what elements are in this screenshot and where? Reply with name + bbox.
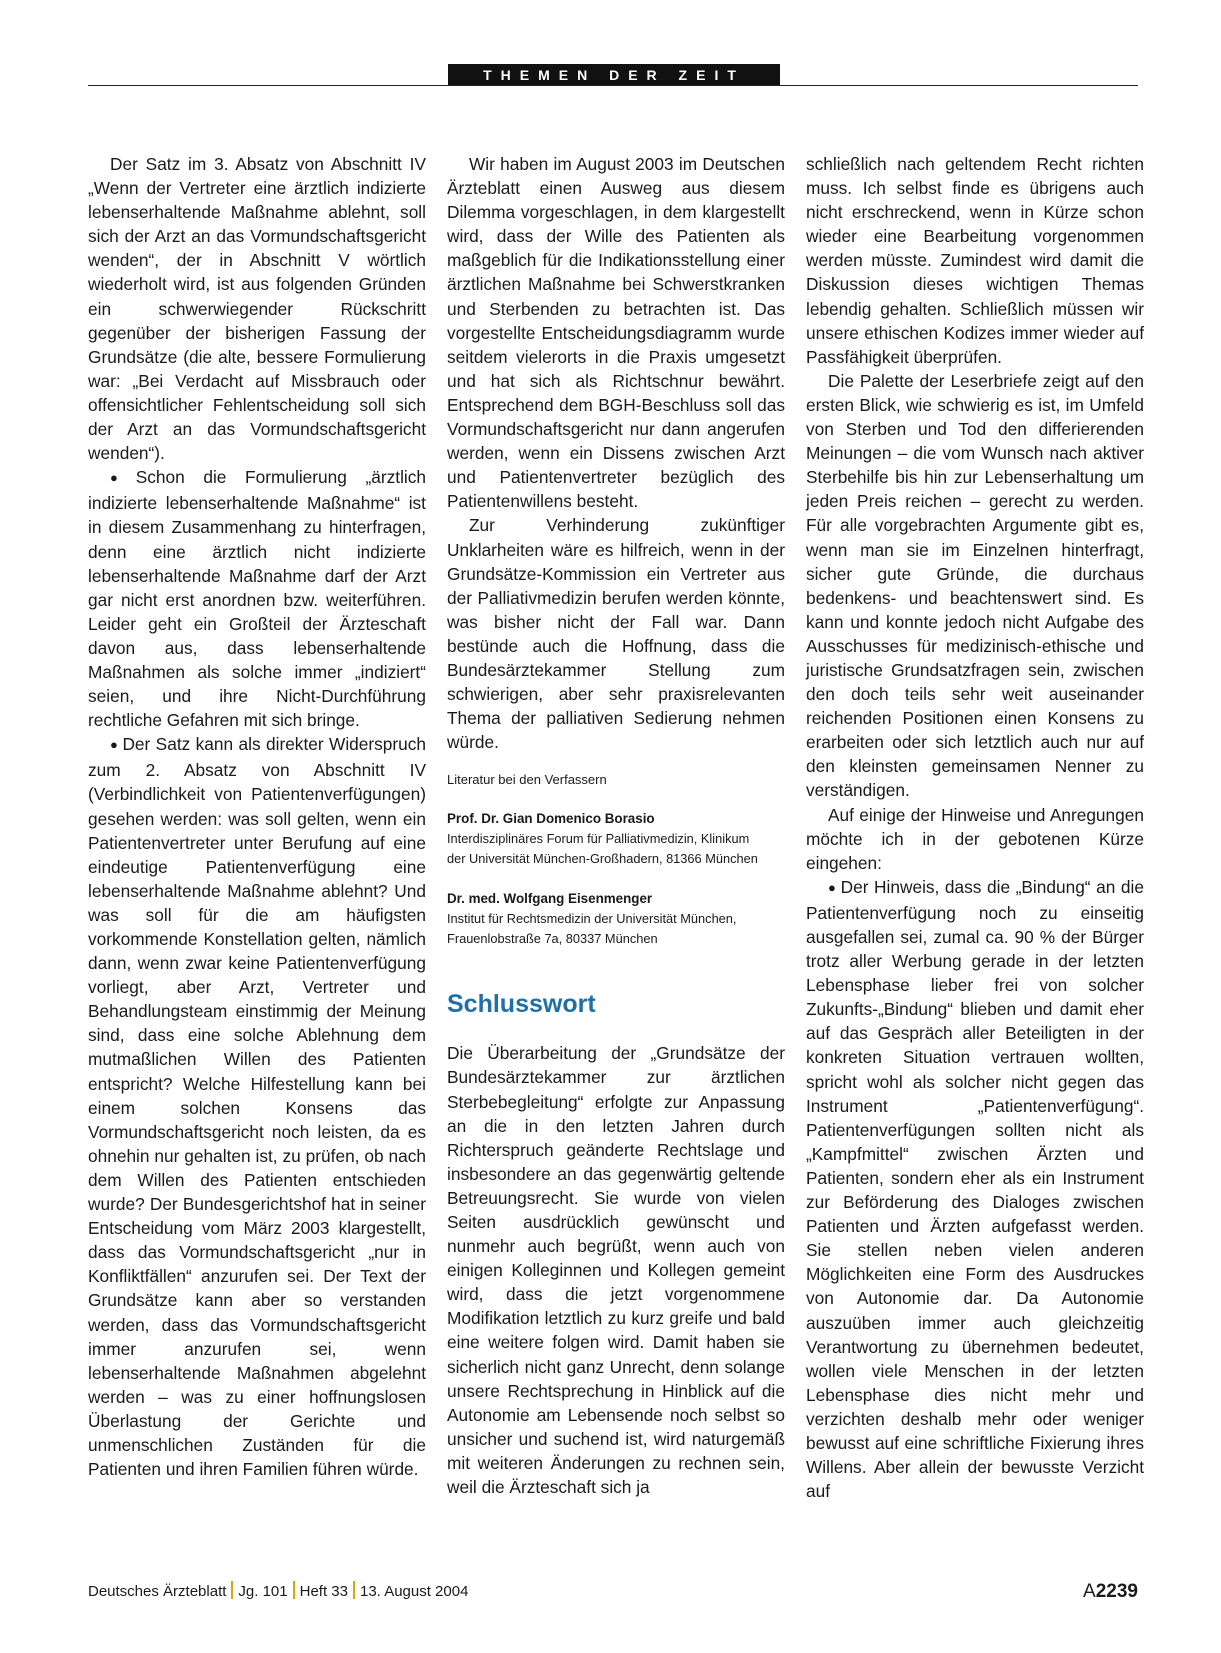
paragraph: Auf einige der Hinweise und Anregungen möchte ich in der gebotenen Kürze eingehen: xyxy=(806,804,1144,873)
paragraph: Zur Verhinderung zukünftiger Unklarheiten wäre es hilfreich, wenn in der Grundsätze-Kommission ein Vertreter aus der Palliativmedizin berufen werden könnte, was bisher nicht der Fall war. Dann bestünde auch die Hoffnung, dass die Bundesärztekammer Stellung zum schwierigen, aber sehr praxisrelevanten Thema der palliativen Sedierung nehmen würde. xyxy=(447,515,785,753)
issue: Heft 33 xyxy=(299,1583,348,1600)
divider xyxy=(353,1581,355,1599)
paragraph: Der Satz im 3. Absatz von Abschnitt IV „Wenn der Vertreter eine ärztlich indizierte lebenserhaltende Maßnahme ablehnt, soll sich der Arzt an das Vormundschaftsgericht wenden“, der in Abschnitt V wörtlich wiederholt wird, ist aus folgenden Gründen ein schwerwiegender Rückschritt gegenüber der bisherigen Fassung der Grundsätze (die alte, bessere Formulierung war: „Bei Verdacht auf Missbrauch oder offensichtlicher Fehlentscheidung soll sich der Arzt an das Vormundschaftsgericht wenden“). xyxy=(88,154,426,464)
journal-name: Deutsches Ärzteblatt xyxy=(88,1583,227,1600)
bullet-paragraph: ● Der Satz kann als direkter Widerspruch zum 2. Absatz von Abschnitt IV (Verbindlichkeit von Patientenverfügungen) gesehen werden: was soll gelten, wenn ein Patientenvertreter unter Berufung auf eine eindeutige Patientenverfügung eine lebenserhaltende Maßnahme ablehnt? Und was soll für die am häufigsten vorkommende Konstellation gelten, nämlich dann, wenn zwar keine Patientenverfügung vorliegt, aber Arzt, Vertreter und Behandlungsteam einstimmig der Meinung sind, dass eine solche Ablehnung dem mutmaßlichen Willen des Patienten entspricht? Welche Hilfestellung kann bei einem solchen Konsens das Vormundschaftsgericht noch leisten, da es ohnehin nur gehalten ist, zu prüfen, ob nach dem Willen des Patienten entschieden wurde? Der Bundesgerichtshof hat in seiner Entscheidung vom März 2003 klargestellt, dass das Vormundschaftsgericht „nur in Konfliktfällen“ anzurufen sei. Der Text der Grundsätze kann aber so verstanden werden, dass das Vormundschaftsgericht immer anzurufen sei, wenn lebenserhaltende Maßnahmen abgelehnt werden – was zu einer hoffnungslosen Überlastung der Gerichte und unmenschlichen Zuständen für die Patienten und ihren Familien führen würde. xyxy=(88,732,426,1481)
author-name: Prof. Dr. Gian Domenico Borasio xyxy=(447,811,655,827)
page-number-value: 2239 xyxy=(1095,1581,1138,1602)
author-affiliation: Interdisziplinäres Forum für Palliativmedizin, Klinikum xyxy=(447,831,750,847)
page-prefix: A xyxy=(1083,1581,1096,1602)
volume: Jg. 101 xyxy=(238,1583,288,1600)
paragraph: Die Überarbeitung der „Grundsätze der Bundesärztekammer zur ärztlichen Sterbebegleitung“ erfolgte zur Anpassung an die in den letzten Jahren durch Richterspruch geänderte Rechtslage und insbesondere an das gegenwärtig geltende Betreuungsrecht. Sie wurde von vielen Seiten ausdrücklich gewünscht und nunmehr auch begrüßt, wenn auch von einigen Kolleginnen und Kollegen gemeint wird, dass die jetzt vorgenommene Modifikation letztlich zu kurz greife und bald eine weitere folgen wird. Damit haben sie sicherlich nicht ganz Unrecht, denn solange unsere Rechtsprechung in Hinblick auf die Autonomie am Lebensende noch selbst so unsicher und suchend ist, wird naturgemäß mit weiteren Änderungen zu rechnen sein, weil die Ärzteschaft sich ja xyxy=(447,1043,785,1498)
author-affiliation: der Universität München-Großhadern, 81366 München xyxy=(447,851,758,867)
author-name: Dr. med. Wolfgang Eisenmenger xyxy=(447,891,653,907)
section-heading: Schlusswort xyxy=(447,990,596,1019)
divider xyxy=(231,1581,233,1599)
paragraph: schließlich nach geltendem Recht richten muss. Ich selbst finde es übrigens auch nicht erschreckend, wenn in Kürze schon wieder eine Bearbeitung vorgenommen werden müsste. Zumindest wird damit die Diskussion dieses wichtigen Themas lebendig gehalten. Schließlich müssen wir unsere ethischen Kodizes immer wieder auf Passfähigkeit überprüfen. xyxy=(806,154,1144,367)
divider xyxy=(293,1581,295,1599)
column-1 xyxy=(88,152,426,1481)
author-affiliation: Institut für Rechtsmedizin der Universität München, xyxy=(447,911,737,927)
page-footer xyxy=(88,1579,1138,1605)
page-number xyxy=(1083,1579,1138,1605)
column-3 xyxy=(806,152,1144,1503)
issue-date: 13. August 2004 xyxy=(360,1583,469,1600)
author-block-1 xyxy=(447,809,785,869)
bullet-paragraph: ● Schon die Formulierung „ärztlich indizierte lebenserhaltende Maßnahme“ ist in diesem Zusammenhang zu hinterfragen, denn eine ärztlich nicht indizierte lebenserhaltende Maßnahme darf der Arzt gar nicht erst anordnen bzw. weiterführen. Leider geht ein Großteil der Ärzteschaft davon aus, dass lebenserhaltende Maßnahmen als solche immer „indiziert“ seien, und ihre Nicht-Durchführung rechtliche Gefahren mit sich bringe. xyxy=(88,465,426,732)
paragraph: Wir haben im August 2003 im Deutschen Ärzteblatt einen Ausweg aus diesem Dilemma vorgeschlagen, in dem klargestellt wird, dass der Wille des Patienten als maßgeblich für die Indikationsstellung einer ärztlichen Maßnahme bei Schwerstkranken und Sterbenden zu betrachten ist. Das vorgestellte Entscheidungsdiagramm wurde seitdem vielerorts in die Praxis umgesetzt und hat sich als Richtschnur bewährt. Entsprechend dem BGH-Beschluss soll das Vormundschaftsgericht nur dann angerufen werden, wenn ein Dissens zwischen Arzt und Patientenvertreter bezüglich des Patientenwillens besteht. xyxy=(447,154,785,512)
column-2 xyxy=(447,152,785,1499)
paragraph: Die Palette der Leserbriefe zeigt auf den ersten Blick, wie schwierig es ist, im Umfeld von Sterben und Tod den differierenden Meinungen – die vom Wunsch nach aktiver Sterbehilfe bis hin zur Lebenserhaltung um jeden Preis reichen – gerecht zu werden. Für alle vorgebrachten Argumente gibt es, wenn man sie im Einzelnen hinterfragt, sicher gute Gründe, die durchaus bedenkens- und beachtenswert sind. Es kann und konnte jedoch nicht Aufgabe des Ausschusses für medizinisch-ethische und juristische Grundsatzfragen sein, zwischen den doch teils sehr weit auseinander reichenden Positionen einen Konsens zu erarbeiten oder sich letztlich auch nur auf den kleinsten gemeinsamen Nenner zu verständigen. xyxy=(806,370,1144,801)
author-affiliation: Frauenlobstraße 7a, 80337 München xyxy=(447,931,658,947)
literature-note: Literatur bei den Verfassern xyxy=(447,772,607,788)
header-rule xyxy=(88,85,1138,86)
author-block-2 xyxy=(447,889,785,949)
section-header: THEMEN DER ZEIT xyxy=(448,64,780,86)
bullet-paragraph: ● Der Hinweis, dass die „Bindung“ an die Patientenverfügung noch zu einseitig ausgefallen sei, zumal ca. 90 % der Bürger trotz aller Werbung gerade in der letzten Lebensphase lieber frei von solcher Zukunfts-„Bindung“ blieben und damit eher auf das Gespräch aller Beteiligten in der konkreten Situation vertrauen wollten, spricht wohl als solcher nicht gegen das Instrument „Patientenverfügung“. Patientenverfügungen sollten nicht als „Kampfmittel“ zwischen Ärzten und Patienten, sondern eher als ein Instrument zur Beförderung des Dialoges zwischen Patienten und Ärzten aufgefasst werden. Sie stellen neben vielen anderen Möglichkeiten eine Form des Ausdruckes von Autonomie dar. Da Autonomie auszuüben immer auch gleichzeitig Verantwortung zu übernehmen bedeutet, wollen viele Menschen in der letzten Lebensphase dies nicht mehr und verzichten deshalb mehr oder weniger bewusst auf eine schriftliche Fixierung ihres Willens. Aber allein der bewusste Verzicht auf xyxy=(806,875,1144,1503)
